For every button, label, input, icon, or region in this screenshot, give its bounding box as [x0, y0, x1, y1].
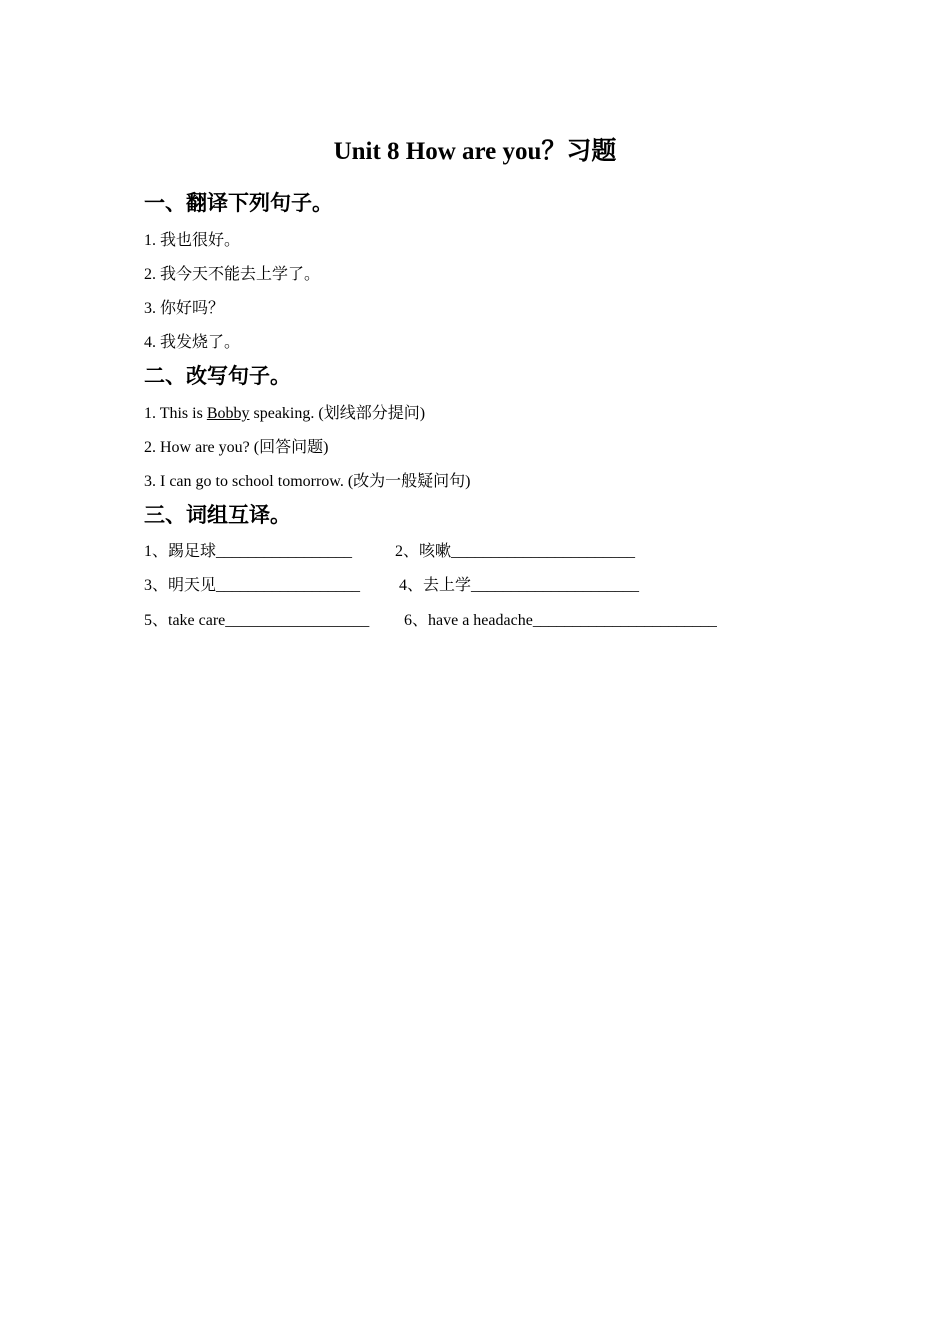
item-prefix: 1. This is [144, 405, 207, 422]
section-heading-phrase-translation: 三、词组互译。 [144, 503, 291, 527]
list-item: 2. How are you? (回答问题) [144, 439, 329, 456]
list-item: 4. 我发烧了。 [144, 334, 241, 351]
phrase-item: 4、去上学_____________________ [399, 577, 640, 594]
underlined-word: Bobby [206, 405, 250, 422]
phrase-item: 3、明天见__________________ [144, 577, 361, 594]
list-item [144, 400, 425, 423]
phrase-item: 6、have a headache_______________________ [404, 612, 717, 629]
page-title: Unit 8 How are you？习题 [333, 138, 617, 165]
list-item: 2. 我今天不能去上学了。 [144, 266, 321, 283]
phrase-item: 1、踢足球_________________ [144, 543, 353, 560]
list-item: 1. 我也很好。 [144, 232, 241, 249]
item-suffix: speaking. (划线部分提问) [249, 405, 426, 422]
section-heading-rewrite-sentences: 二、改写句子。 [144, 364, 291, 388]
section-heading-translate-sentences: 一、翻译下列句子。 [144, 191, 333, 215]
phrase-item: 5、take care__________________ [144, 612, 370, 629]
list-item: 3. I can go to school tomorrow. (改为一般疑问句) [144, 473, 471, 490]
list-item: 3. 你好吗？ [144, 300, 225, 317]
phrase-item: 2、咳嗽_______________________ [395, 543, 636, 560]
